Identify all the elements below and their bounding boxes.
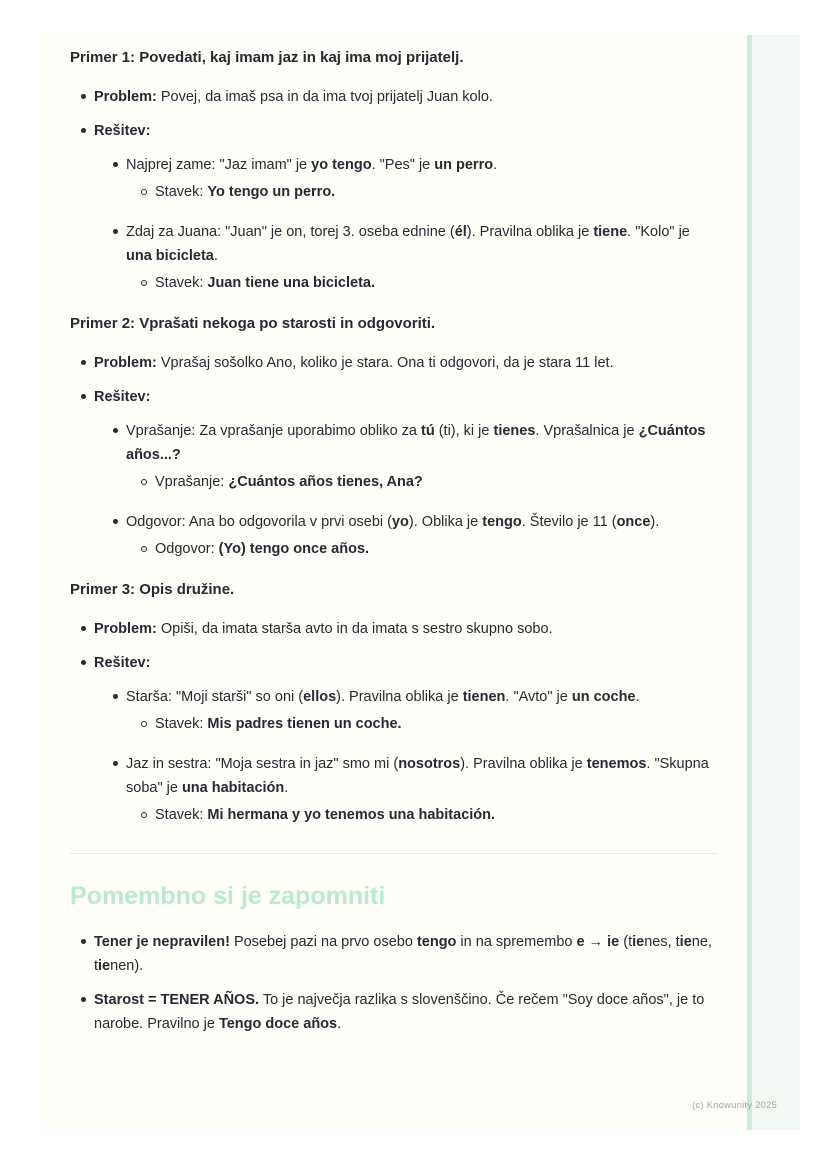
text-run: Problem: Povej, da imaš psa in da ima tvoj prijatelj Juan kolo.: [94, 89, 493, 105]
disc-bullet-icon: [113, 229, 118, 234]
list-item: [70, 537, 718, 561]
document-content: [40, 32, 746, 1036]
circle-bullet-icon: [141, 280, 147, 286]
disc-bullet-icon: [81, 360, 86, 365]
text-run: Rešitev:: [94, 123, 151, 139]
disc-bullet-icon: [81, 394, 86, 399]
text-run: Problem: Opiši, da imata starša avto in da imata s sestro skupno sobo.: [94, 621, 553, 637]
text-run: Odgovor: (Yo) tengo once años.: [155, 541, 370, 557]
disc-bullet-icon: [113, 694, 118, 699]
text-run: Jaz in sestra: "Moja sestra in jaz" smo mi (nosotros). Pravilna oblika je tenemos. "Skupna soba" je una habitación.: [126, 756, 709, 796]
text-run: Starša: "Moji starši" so oni (ellos). Pravilna oblika je tienen. "Avto" je un coche.: [126, 689, 640, 705]
disc-bullet-icon: [113, 162, 118, 167]
disc-bullet-icon: [81, 128, 86, 133]
disc-bullet-icon: [81, 94, 86, 99]
text-run: Starost = TENER AÑOS. To je največja razlika s slovenščino. Če rečem "Soy doce años", je to narobe. Pravilno je Tengo doce años.: [94, 992, 705, 1032]
text-run: Vprašanje: ¿Cuántos años tienes, Ana?: [155, 474, 423, 490]
text-run: Tener je nepravilen! Posebej pazi na prvo osebo tengo in na spremembo e → ie (tienes, tiene, tienen).: [94, 934, 712, 974]
section-divider: [70, 853, 718, 854]
list-item: [70, 988, 718, 1036]
list-item: [70, 385, 718, 409]
example-heading: [70, 578, 718, 602]
text-run: Najprej zame: "Jaz imam" je yo tengo. "Pes" je un perro.: [126, 157, 498, 173]
list-item: [70, 651, 718, 675]
list-item: [70, 930, 718, 978]
circle-bullet-icon: [141, 479, 147, 485]
disc-bullet-icon: [113, 428, 118, 433]
text-run: Pomembno si je zapomniti: [70, 882, 386, 910]
list-item: [70, 351, 718, 375]
text-run: Primer 3: Opis družine.: [70, 581, 235, 598]
circle-bullet-icon: [141, 721, 147, 727]
text-run: Vprašanje: Za vprašanje uporabimo obliko za tú (ti), ki je tienes. Vprašalnica je ¿Cuántos años...?: [126, 423, 706, 463]
text-run: Primer 2: Vprašati nekoga po starosti in odgovoriti.: [70, 315, 436, 332]
disc-bullet-icon: [113, 761, 118, 766]
text-run: Stavek: Mis padres tienen un coche.: [155, 716, 402, 732]
example-heading: [70, 46, 718, 70]
list-item: [70, 752, 718, 800]
text-run: Rešitev:: [94, 655, 151, 671]
right-margin-panel: [752, 35, 800, 1130]
list-item: [70, 685, 718, 709]
circle-bullet-icon: [141, 812, 147, 818]
text-run: Primer 1: Povedati, kaj imam jaz in kaj ima moj prijatelj.: [70, 49, 464, 66]
list-item: [70, 470, 718, 494]
disc-bullet-icon: [81, 626, 86, 631]
text-run: Stavek: Juan tiene una bicicleta.: [155, 275, 375, 291]
list-item: [70, 712, 718, 736]
copyright-note: (c) Knowunity 2025: [692, 1100, 777, 1111]
list-item: [70, 617, 718, 641]
right-accent-line: [747, 35, 752, 1130]
list-item: [70, 153, 718, 177]
list-item: [70, 119, 718, 143]
text-run: Problem: Vprašaj sošolko Ano, koliko je stara. Ona ti odgovori, da je stara 11 let.: [94, 355, 614, 371]
list-item: [70, 271, 718, 295]
disc-bullet-icon: [81, 997, 86, 1002]
circle-bullet-icon: [141, 546, 147, 552]
text-run: Stavek: Yo tengo un perro.: [155, 184, 336, 200]
list-item: [70, 419, 718, 467]
text-run: Stavek: Mi hermana y yo tenemos una habitación.: [155, 807, 496, 823]
text-run: Odgovor: Ana bo odgovorila v prvi osebi (yo). Oblika je tengo. Število je 11 (once).: [126, 514, 660, 530]
disc-bullet-icon: [81, 939, 86, 944]
text-run: Zdaj za Juana: "Juan" je on, torej 3. oseba ednine (él). Pravilna oblika je tiene. "Kolo" je una bicicleta.: [126, 224, 690, 264]
list-item: [70, 220, 718, 268]
document-page: [40, 32, 746, 1130]
list-item: [70, 803, 718, 827]
list-item: [70, 510, 718, 534]
disc-bullet-icon: [81, 660, 86, 665]
list-item: [70, 180, 718, 204]
circle-bullet-icon: [141, 189, 147, 195]
text-run: Rešitev:: [94, 389, 151, 405]
section-heading: [70, 880, 718, 912]
disc-bullet-icon: [113, 519, 118, 524]
list-item: [70, 85, 718, 109]
example-heading: [70, 312, 718, 336]
